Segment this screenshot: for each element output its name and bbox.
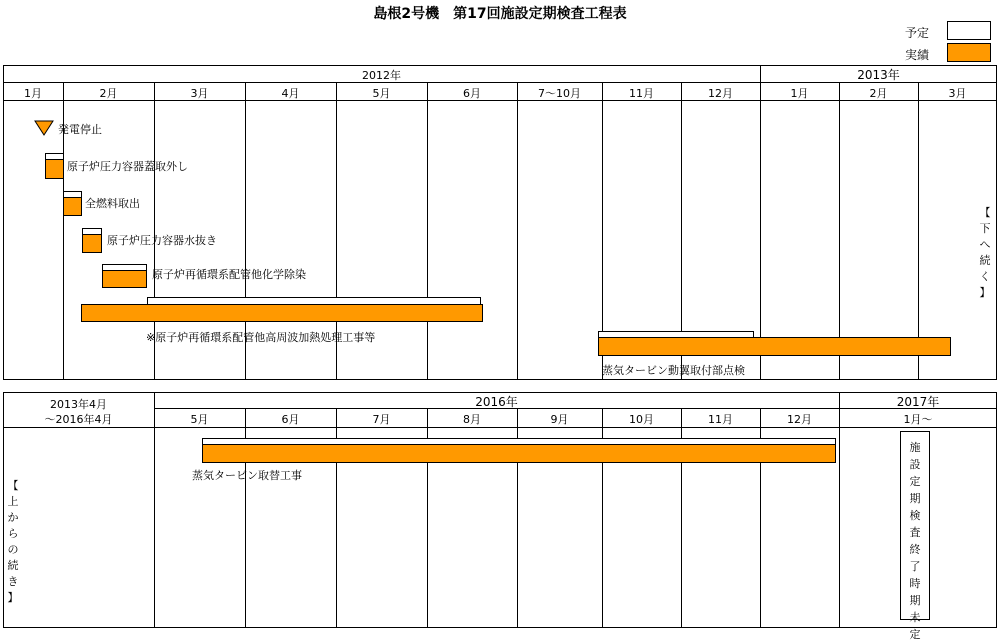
task-label-chemical-decontamination: 原子炉再循環系配管他化学除染 — [152, 268, 306, 281]
month-header: 1月 — [790, 87, 809, 100]
month-header: 6月 — [281, 413, 300, 426]
task-label-rpv-draining: 原子炉圧力容器水抜き — [107, 234, 217, 247]
month-header: 8月 — [463, 413, 481, 426]
actual-bar — [45, 159, 64, 179]
month-header: 6月 — [463, 87, 481, 100]
actual-bar — [81, 304, 483, 322]
task-label-turbine-blade-inspection: 蒸気タービン動翼取付部点検 — [602, 364, 745, 377]
task-label-rpv-head-removal: 原子炉圧力容器蓋取外し — [67, 160, 188, 173]
task-label-fuel-removal: 全燃料取出 — [85, 197, 140, 210]
year-label-2013: 2013年 — [857, 68, 900, 82]
continue-below-note: 【 下 へ 続 く 】 — [979, 206, 991, 299]
year-label-2012: 2012年 — [362, 69, 401, 82]
grid-line — [427, 82, 428, 380]
grid-line — [154, 392, 155, 628]
grid-line — [918, 82, 919, 380]
page-title: 島根2号機 第17回施設定期検査工程表 — [373, 6, 627, 22]
actual-bar — [202, 444, 836, 463]
bottom-month-divider — [3, 427, 997, 428]
grid-line — [760, 82, 761, 380]
task-label-shutdown: 発電停止 — [58, 123, 102, 136]
milestone-triangle-icon — [34, 120, 54, 136]
year-label-2017: 2017年 — [896, 395, 940, 409]
month-header: 5月 — [190, 413, 209, 426]
period-label-line2: ～2016年4月 — [44, 413, 113, 426]
continued-from-above-note: 【 上 か ら の 続 き 】 — [7, 479, 19, 604]
year-label-2016: 2016年 — [475, 395, 518, 409]
month-header: 9月 — [550, 413, 569, 426]
actual-bar — [598, 337, 951, 356]
actual-bar — [82, 234, 102, 253]
month-header: 11月 — [629, 87, 654, 100]
month-header: 12月 — [708, 87, 733, 100]
grid-line — [517, 82, 518, 380]
grid-line — [839, 392, 840, 628]
month-header: 11月 — [708, 413, 733, 426]
period-label-line1: 2013年4月 — [50, 398, 107, 411]
month-header: 2月 — [869, 87, 888, 100]
month-header: 2月 — [99, 87, 118, 100]
task-label-induction-heating-work: ※原子炉再循環系配管他高周波加熱処理工事等 — [146, 331, 376, 344]
month-header: 7～10月 — [538, 87, 581, 100]
month-header: 10月 — [629, 413, 654, 426]
actual-bar — [63, 197, 82, 216]
legend-plan-swatch — [947, 21, 991, 40]
month-header: 4月 — [281, 87, 300, 100]
legend-actual-label: 実績 — [905, 48, 930, 62]
legend-actual-swatch — [947, 43, 991, 62]
grid-line — [839, 82, 840, 380]
legend-plan-label: 予定 — [905, 26, 930, 40]
month-header: 1月 — [24, 87, 42, 100]
month-header: 12月 — [787, 413, 812, 426]
month-header: 3月 — [190, 87, 209, 100]
task-label-turbine-replacement: 蒸気タービン取替工事 — [192, 469, 302, 482]
month-header: 7月 — [372, 413, 391, 426]
month-header: 5月 — [372, 87, 391, 100]
month-header: 3月 — [948, 87, 967, 100]
month-header: 1月～ — [903, 413, 933, 426]
actual-bar — [102, 270, 147, 288]
inspection-end-undecided-note: 施 設 定 期 検 査 終 了 時 期 未 定 — [900, 431, 930, 620]
